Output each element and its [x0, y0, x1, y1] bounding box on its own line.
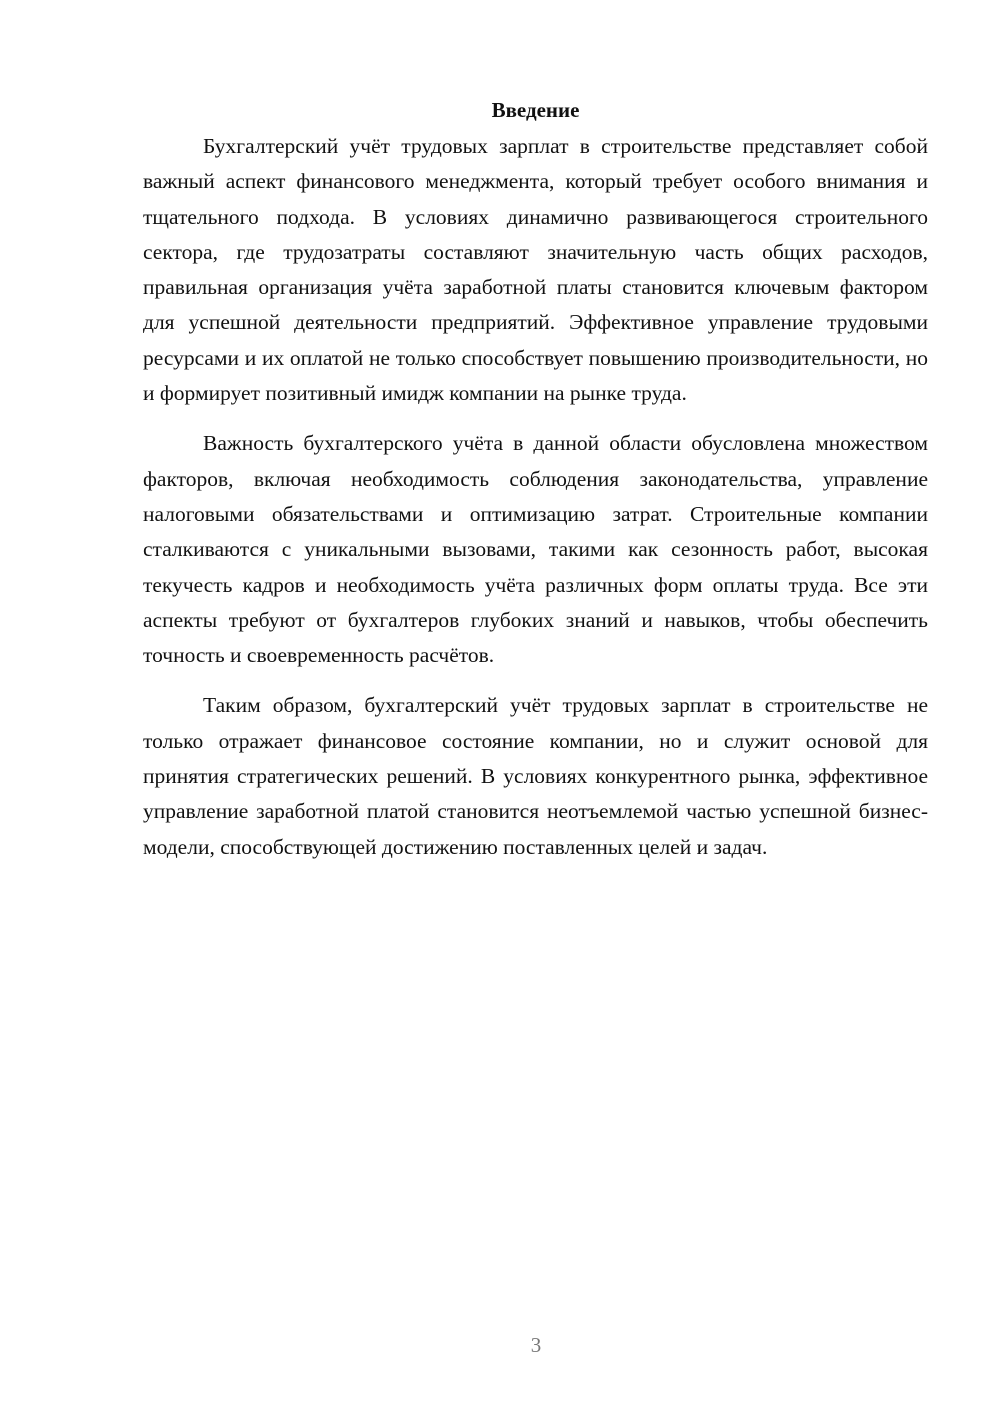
paragraph-3: Таким образом, бухгалтерский учёт трудовых зарплат в строительстве не только отражает финансовое состояние компании, но и служит основой для принятия стратегических решений. В условиях конкурентного рынка, эффективное управление заработной платой становится неотъемлемой частью успешной бизнес-модели, способствующей достижению поставленных целей и задач.: [143, 693, 928, 859]
section-title: Введение: [491, 98, 580, 122]
page-number: 3: [530, 1333, 542, 1357]
paragraph-1: Бухгалтерский учёт трудовых зарплат в строительстве представляет собой важный аспект финансового менеджмента, который требует особого внимания и тщательного подхода. В условиях динамично развивающегося строительного сектора, где трудозатраты составляют значительную часть общих расходов, правильная организация учёта заработной платы становится ключевым фактором для успешной деятельности предприятий. Эффективное управление трудовыми ресурсами и их оплатой не только способствует повышению производительности, но и формирует позитивный имидж компании на рынке труда.: [143, 134, 928, 406]
page-content: [143, 95, 928, 880]
paragraph-2: Важность бухгалтерского учёта в данной области обусловлена множеством факторов, включая необходимость соблюдения законодательства, управление налоговыми обязательствами и оптимизацию затрат. Строительные компании сталкиваются с уникальными вызовами, такими как сезонность работ, высокая текучесть кадров и необходимость учёта различных форм оплаты труда. Все эти аспекты требуют от бухгалтеров глубоких знаний и навыков, чтобы обеспечить точность и своевременность расчётов.: [143, 431, 928, 668]
